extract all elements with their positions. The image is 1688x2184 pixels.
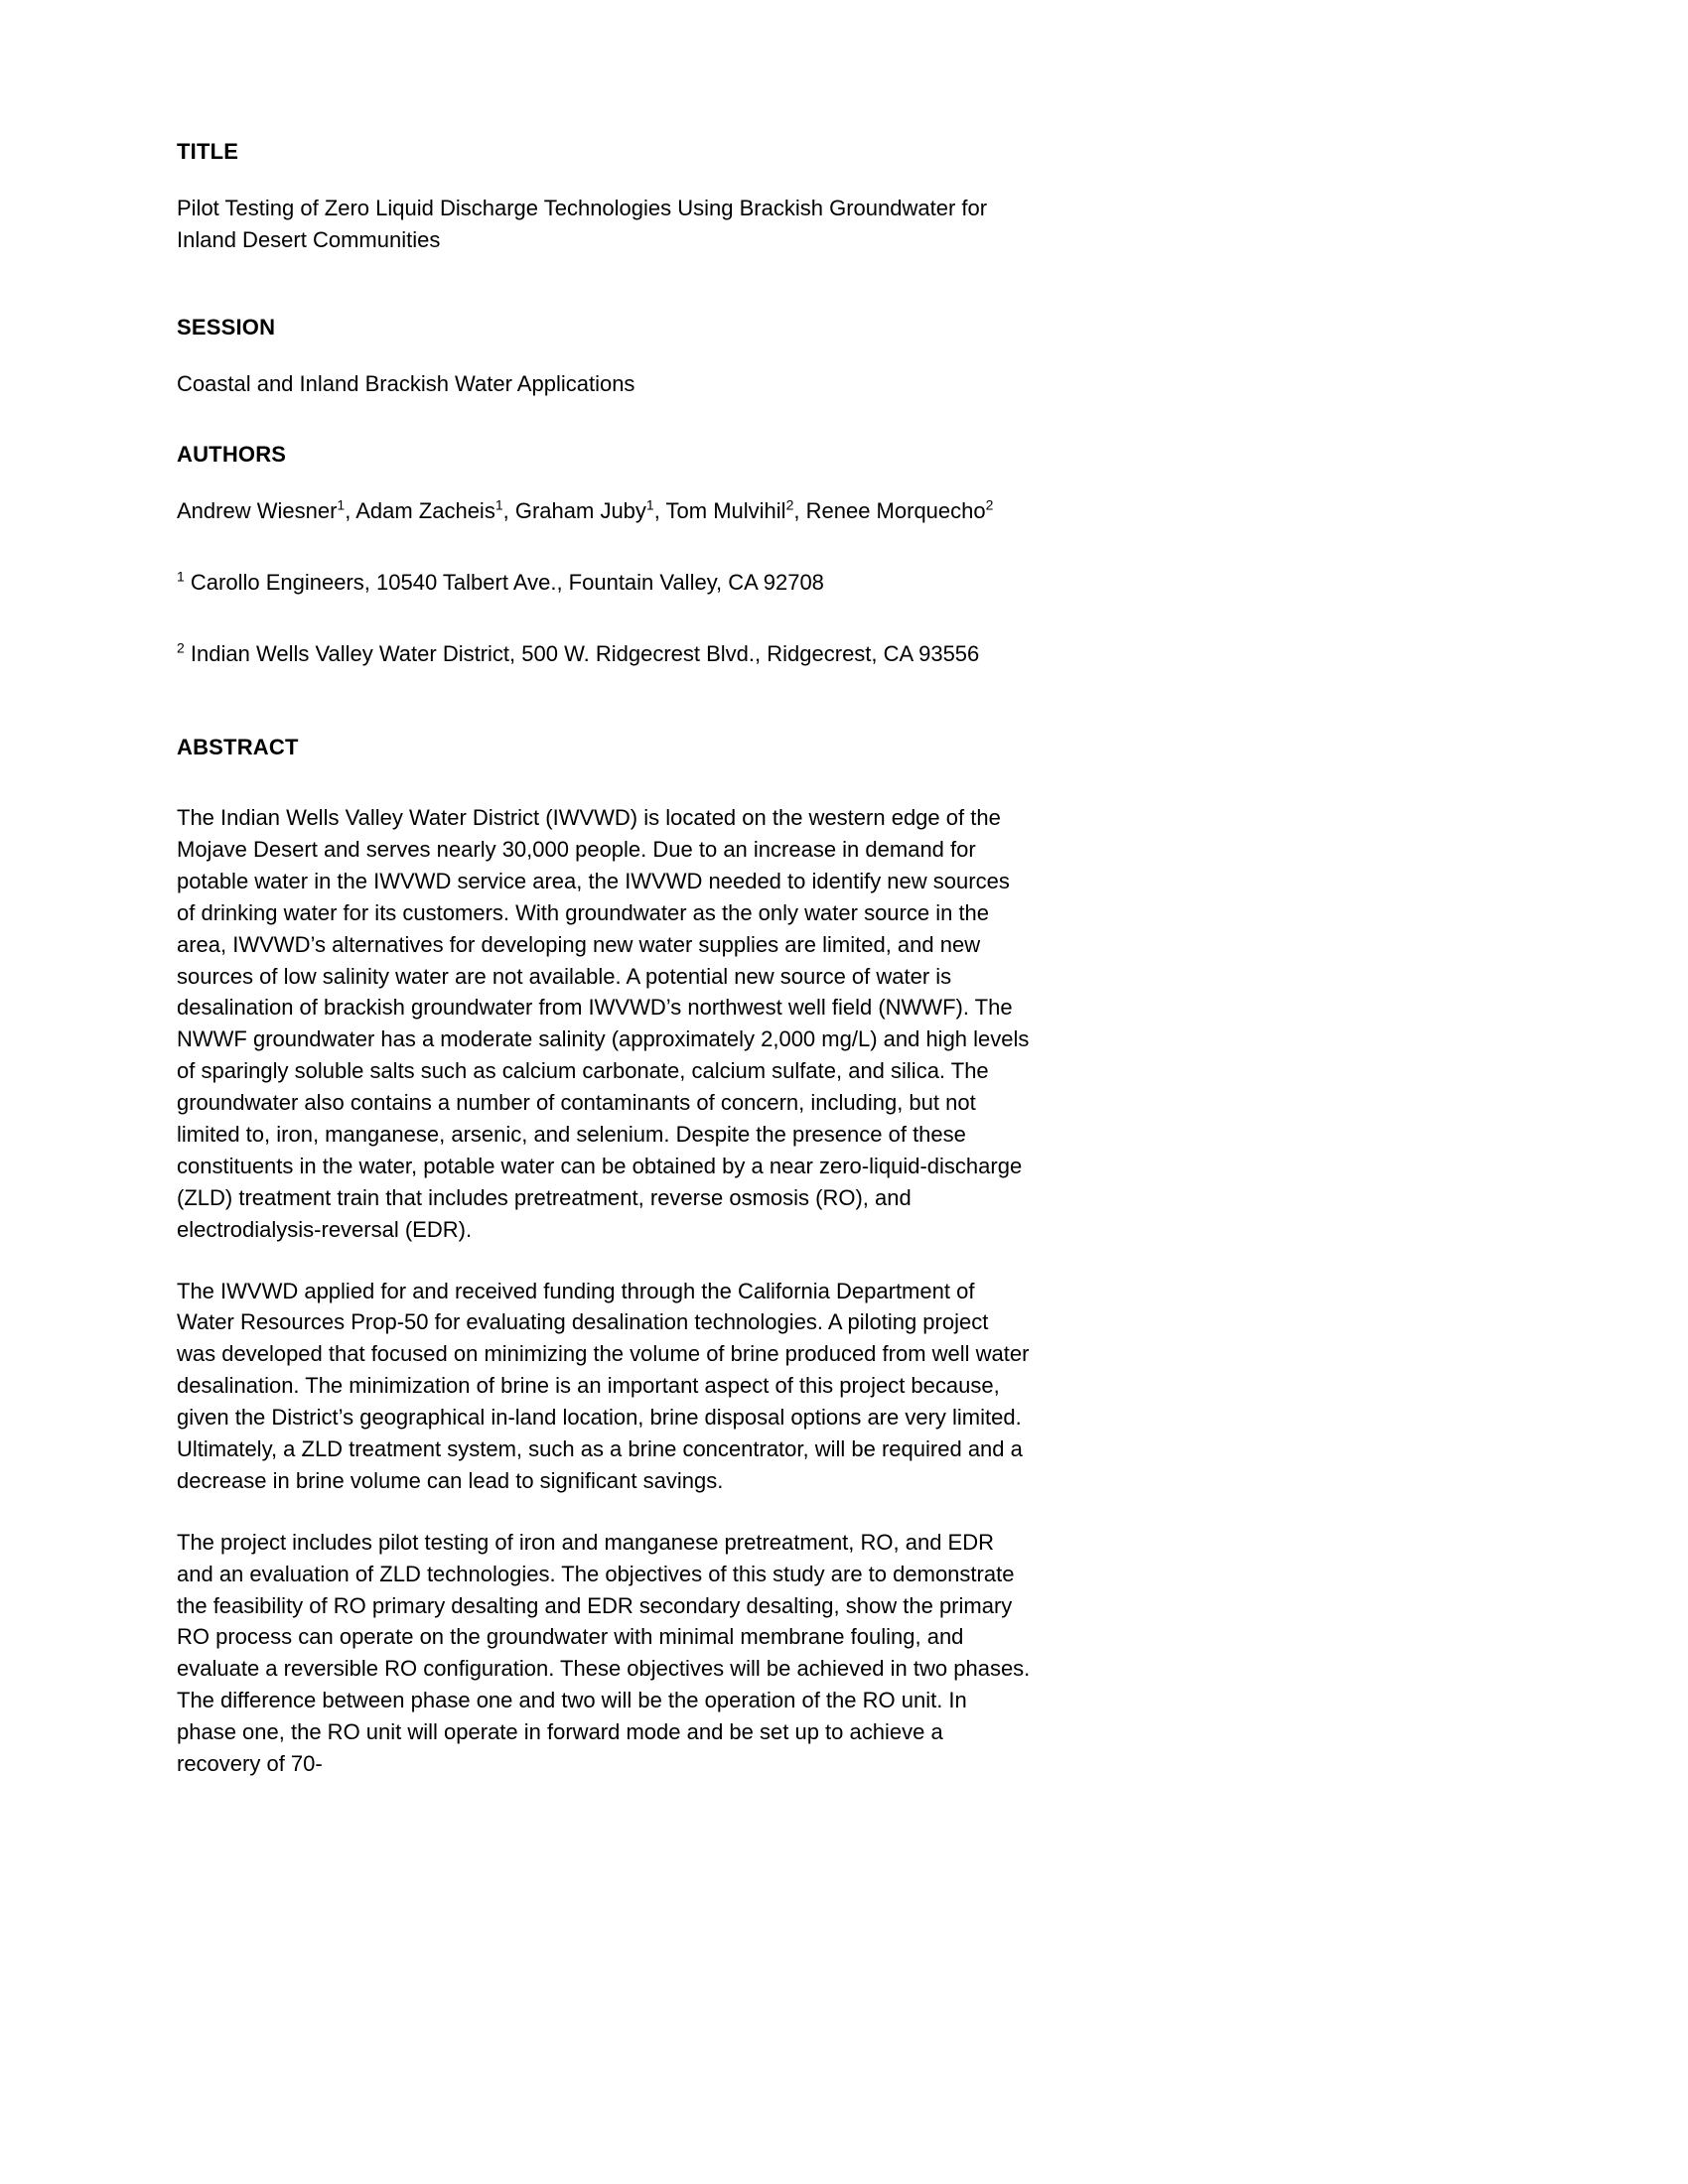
spacer	[177, 669, 1031, 733]
affiliation-marker: 2	[177, 639, 185, 656]
spacer	[177, 527, 1031, 567]
spacer	[177, 599, 1031, 638]
affiliation-text: Indian Wells Valley Water District, 500 W. Ridgecrest Blvd., Ridgecrest, CA 93556	[184, 640, 980, 666]
title-text: Pilot Testing of Zero Liquid Discharge Technologies Using Brackish Groundwater for Inland Desert Communities	[177, 195, 988, 252]
author-affiliation-marker: 1	[645, 496, 654, 513]
separator: ,	[793, 497, 806, 523]
session-heading: SESSION	[177, 315, 276, 341]
affiliation-marker: 1	[177, 568, 185, 585]
author-name: Andrew Wiesner	[177, 497, 338, 523]
affiliation-text: Carollo Engineers, 10540 Talbert Ave., Fountain Valley, CA 92708	[184, 569, 824, 595]
author-affiliation-marker: 2	[785, 496, 794, 513]
author-name: Graham Juby	[514, 497, 646, 523]
author-name: Adam Zacheis	[355, 497, 495, 523]
abstract-paragraph-1: The Indian Wells Valley Water District (IWVWD) is located on the western edge of the Mojave Desert and serves nearly 30,000 people. Due to an increase in demand for potable water in the IWVWD service area, the IWVWD needed to identify new sources of drinking water for its customers. With groundwater as the only water source in the area, IWVWD’s alternatives for developing new water supplies are limited, and new sources of low salinity water are not available. A potential new source of water is desalination of brackish groundwater from IWVWD’s northwest well field (NWWF). The NWWF groundwater has a moderate salinity (approximately 2,000 mg/L) and high levels of sparingly soluble salts such as calcium carbonate, calcium sulfate, and silica. The groundwater also contains a number of contaminants of concern, including, but not limited to, iron, manganese, arsenic, and selenium. Despite the presence of these constituents in the water, potable water can be obtained by a near zero-liquid-discharge (ZLD) treatment train that includes pretreatment, reverse osmosis (RO), and electrodialysis-reversal (EDR).	[177, 805, 1030, 1242]
document-body	[177, 137, 1031, 1780]
abstract-heading: ABSTRACT	[177, 735, 299, 760]
author-affiliation-marker: 1	[494, 496, 503, 513]
affiliation-1	[177, 567, 1031, 599]
separator: ,	[345, 497, 356, 523]
spacer	[177, 470, 1031, 495]
separator: ,	[653, 497, 666, 523]
authors-heading: AUTHORS	[177, 442, 287, 468]
title-heading: TITLE	[177, 139, 239, 164]
spacer	[177, 762, 1031, 802]
author-affiliation-marker: 1	[337, 496, 346, 513]
affiliation-2	[177, 638, 1031, 670]
author-name: Renee Morquecho	[805, 497, 986, 523]
author-affiliation-marker: 2	[985, 496, 994, 513]
abstract-paragraph-2: The IWVWD applied for and received funding through the California Department of Water Resources Prop-50 for evaluating desalination technologies. A piloting project was developed that focused on minimizing the volume of brine produced from well water desalination. The minimization of brine is an important aspect of this project because, given the District’s geographical in-land location, brine disposal options are very limited. Ultimately, a ZLD treatment system, such as a brine concentrator, will be required and a decrease in brine volume can lead to significant savings.	[177, 1278, 1030, 1493]
spacer	[177, 255, 1031, 313]
authors-line	[177, 495, 1031, 527]
author-name: Tom Mulvihil	[665, 497, 786, 523]
separator: ,	[502, 497, 515, 523]
session-text: Coastal and Inland Brackish Water Applications	[177, 371, 635, 397]
spacer	[177, 167, 1031, 193]
abstract-paragraph-3: The project includes pilot testing of iron and manganese pretreatment, RO, and EDR and an evaluation of ZLD technologies. The objectives of this study are to demonstrate the feasibility of RO primary desalting and EDR secondary desalting, show the primary RO process can operate on the groundwater with minimal membrane fouling, and evaluate a reversible RO configuration. These objectives will be achieved in two phases. The difference between phase one and two will be the operation of the RO unit. In phase one, the RO unit will operate in forward mode and be set up to achieve a recovery of 70-	[177, 1529, 1031, 1777]
spacer	[177, 342, 1031, 368]
spacer	[177, 400, 1031, 440]
